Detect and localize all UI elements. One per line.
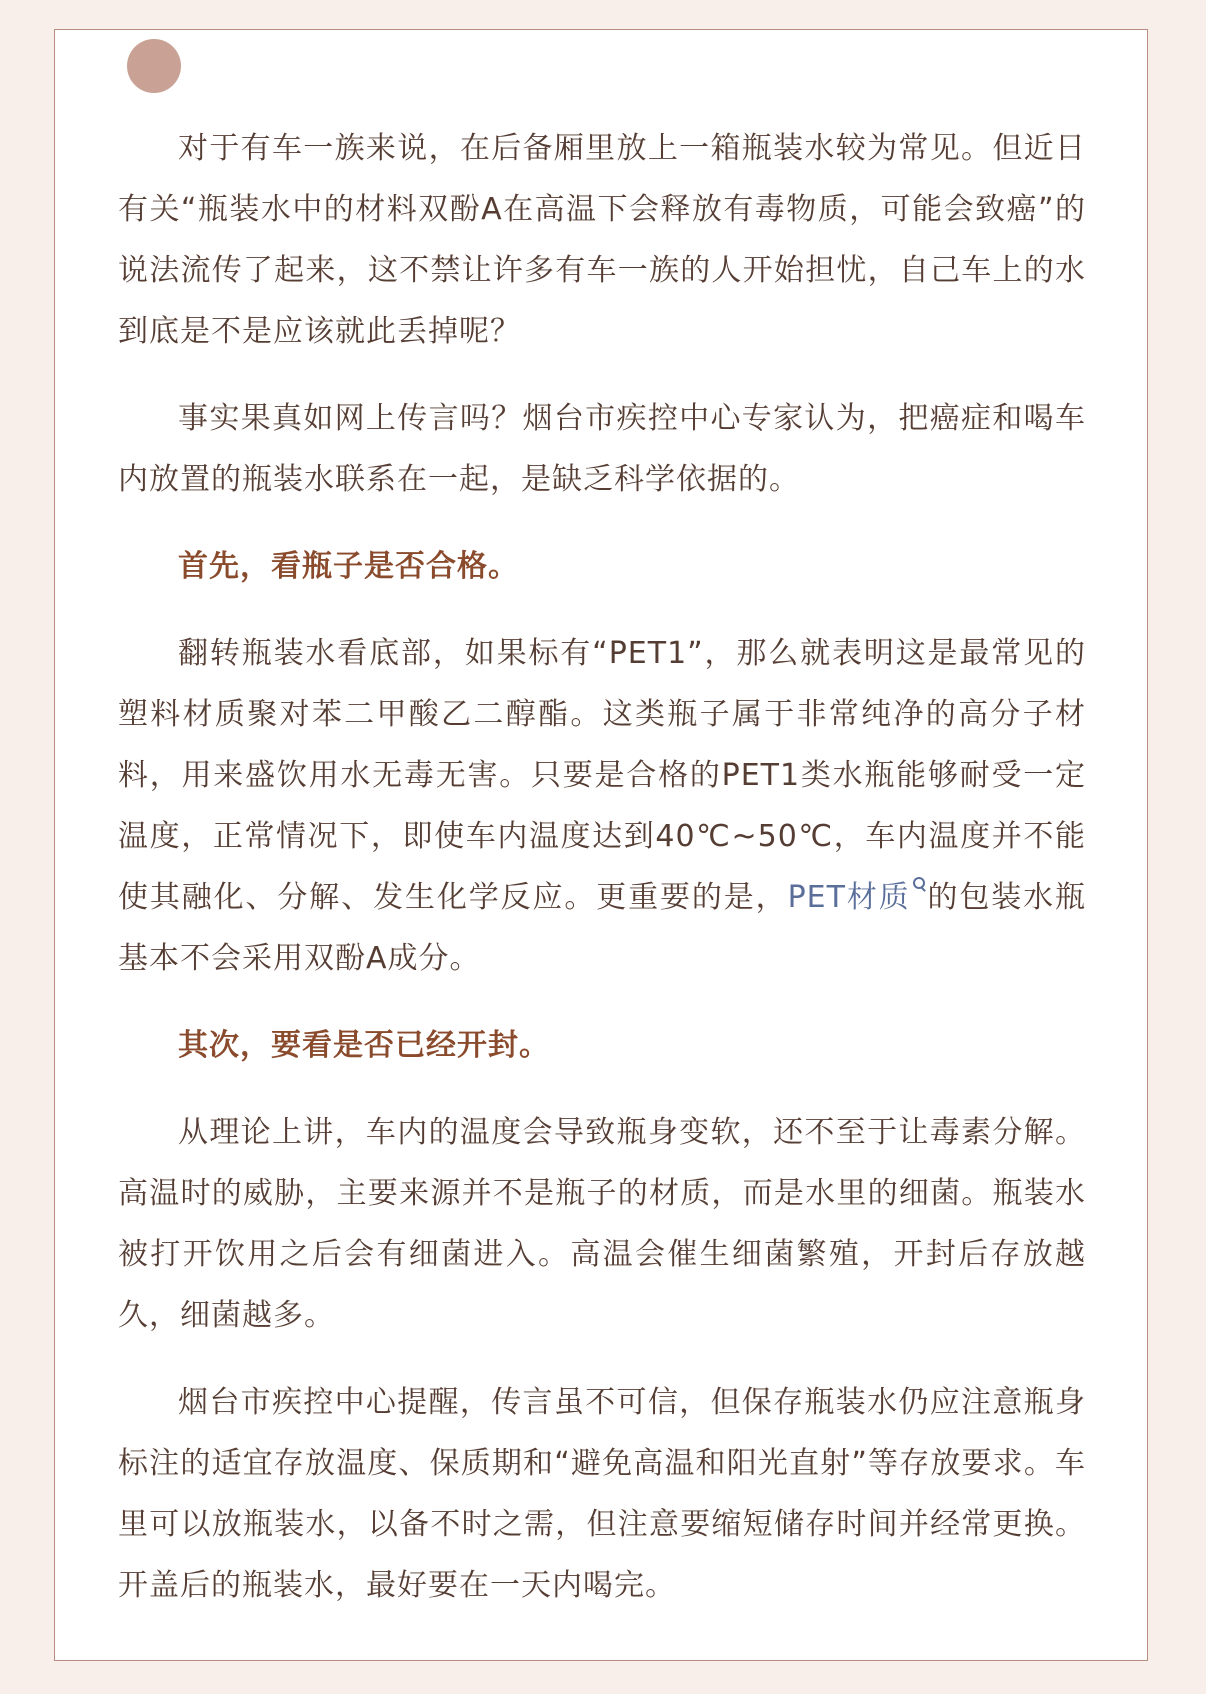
article-card bbox=[54, 29, 1148, 1661]
article-body bbox=[118, 118, 1086, 1616]
paragraph-intro: 对于有车一族来说，在后备厢里放上一箱瓶装水较为常见。但近日有关“瓶装水中的材料双酚A在高温下会释放有毒物质，可能会致癌”的说法流传了起来，这不禁让许多有车一族的人开始担忧，自己车上的水到底是不是应该就此丢掉呢？ bbox=[118, 131, 1086, 349]
paragraph-pet1-text: 翻转瓶装水看底部，如果标有“PET1”，那么就表明这是最常见的塑料材质聚对苯二甲酸乙二醇酯。这类瓶子属于非常纯净的高分子材料，用来盛饮用水无毒无害。只要是合格的PET1类水瓶能够耐受一定温度，正常情况下，即使车内温度达到40℃~50℃，车内温度并不能使其融化、分解、发生化学反应。更重要的是， bbox=[118, 636, 1086, 915]
paragraph-reminder: 烟台市疾控中心提醒，传言虽不可信，但保存瓶装水仍应注意瓶身标注的适宜存放温度、保质期和“避免高温和阳光直射”等存放要求。车里可以放瓶装水，以备不时之需，但注意要缩短储存时间并经常更换。开盖后的瓶装水，最好要在一天内喝完。 bbox=[118, 1385, 1086, 1603]
paragraph-bacteria: 从理论上讲，车内的温度会导致瓶身变软，还不至于让毒素分解。高温时的威胁，主要来源并不是瓶子的材质，而是水里的细菌。瓶装水被打开饮用之后会有细菌进入。高温会催生细菌繁殖，开封后存放越久，细菌越多。 bbox=[118, 1115, 1086, 1333]
heading-check-bottle: 首先，看瓶子是否合格。 bbox=[178, 549, 519, 584]
paragraph-expert: 事实果真如网上传言吗？烟台市疾控中心专家认为，把癌症和喝车内放置的瓶装水联系在一起，是缺乏科学依据的。 bbox=[118, 401, 1086, 497]
search-icon[interactable] bbox=[911, 875, 927, 893]
pet-material-link[interactable]: PET材质 bbox=[787, 880, 911, 915]
decorative-dot bbox=[127, 39, 181, 93]
heading-check-opened: 其次，要看是否已经开封。 bbox=[178, 1028, 550, 1063]
paragraph-pet1-tail: 的包装水瓶基本不会采用双酚A成分。 bbox=[118, 880, 1087, 976]
paragraph-pet1 bbox=[118, 623, 1086, 989]
